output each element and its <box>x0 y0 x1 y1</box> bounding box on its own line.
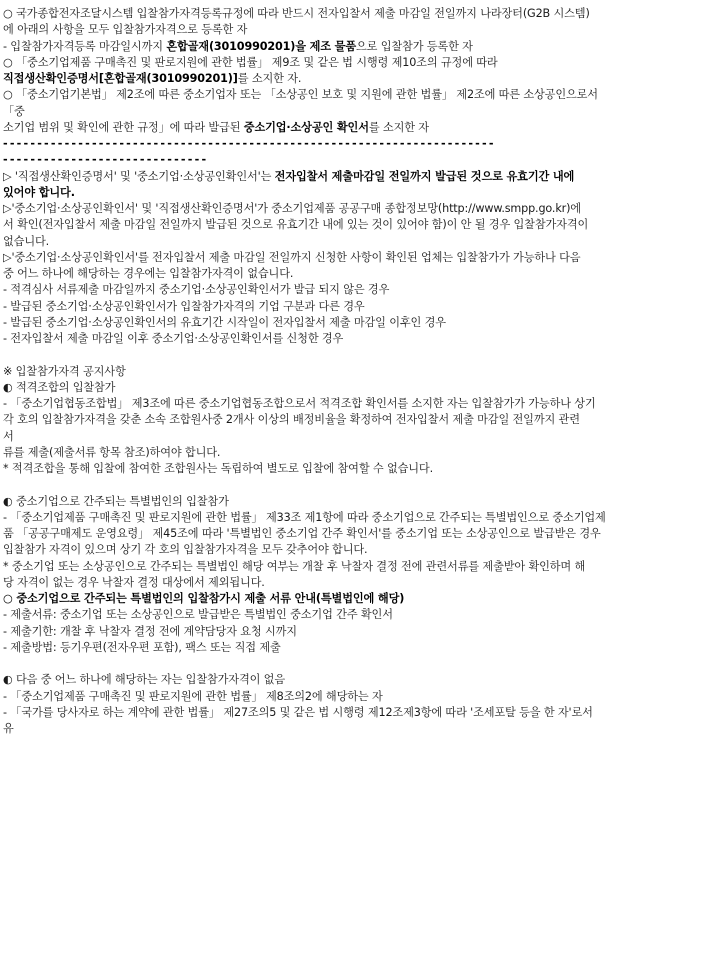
bold-text: 직접생산확인증명서[혼합골재(3010990201)] <box>3 72 238 85</box>
text-segment: ▷ '직접생산확인증명서' 및 '중소기업·소상공인확인서'는 <box>3 169 275 183</box>
text-line <box>3 87 714 103</box>
text-segment: 으로 입찰참가 등록한 자 <box>356 39 473 53</box>
text-segment: ○ 「중소기업기본법」 제2조에 따른 중소기업자 또는 「소상공인 보호 및 지원에 관한 법률」 제2조에 따른 소상공인으로서 <box>3 88 598 102</box>
text-segment: - 전자입찰서 제출 마감일 이후 중소기업·소상공인확인서를 신청한 경우 <box>3 332 344 345</box>
text-line <box>3 55 714 71</box>
text-segment: ◐ 적격조합의 입찰참가 <box>3 380 116 394</box>
text-line <box>3 640 714 656</box>
text-line <box>3 364 714 380</box>
text-line <box>3 412 714 428</box>
text-segment: ▷'중소기업·소상공인확인서'를 전자입찰서 제출 마감일 전일까지 신청한 사항이 확인된 업체는 입찰참가가 가능하나 다음 <box>3 250 581 264</box>
bold-text: 전자입찰서 제출마감일 전일까지 발급된 것으로 유효기간 내에 <box>274 169 575 183</box>
text-line <box>3 22 714 38</box>
bold-text: ○ 중소기업으로 간주되는 특별법인의 입찰참가시 제출 서류 안내(특별법인에 해당) <box>3 592 405 605</box>
text-line <box>3 396 714 412</box>
text-segment: ▷'중소기업·소상공인확인서' 및 '직접생산확인증명서'가 중소기업제품 공공구매 종합정보망(http://www.smpp.go.kr)에 <box>3 202 581 215</box>
text-line <box>3 266 714 282</box>
bold-text: 중소기업·소상공인 확인서 <box>243 120 369 134</box>
text-line <box>3 461 714 477</box>
text-segment: 소기업 범위 및 확인에 관한 규정」에 따라 발급된 <box>3 120 244 134</box>
text-line <box>3 217 714 233</box>
text-segment: - 발급된 중소기업·소상공인확인서의 유효기간 시작일이 전자입찰서 제출 마감일 이후인 경우 <box>3 315 446 329</box>
text-line <box>3 234 714 250</box>
text-line <box>3 494 714 510</box>
text-segment: ◐ 다음 중 어느 하나에 해당하는 자는 입찰참가자격이 없음 <box>3 673 285 687</box>
text-segment: * 중소기업 또는 소상공인으로 간주되는 특별법인 해당 여부는 개찰 후 낙찰자 결정 전에 관련서류를 제출받아 확인하며 해 <box>3 559 586 573</box>
text-segment: - 입찰참가자격등록 마감일시까지 <box>3 39 167 53</box>
text-segment: - 「중소기업제품 구매촉진 및 판로지원에 관한 법률」 제8조의2에 해당하는 자 <box>3 689 383 703</box>
text-line <box>3 201 714 217</box>
text-segment: 당 자격이 없는 경우 낙찰자 결정 대상에서 제외됩니다. <box>3 575 265 589</box>
text-segment: ◐ 중소기업으로 간주되는 특별법인의 입찰참가 <box>3 494 229 508</box>
text-segment: 를 소지한 자. <box>237 72 302 85</box>
bold-text: 혼합골재(3010990201)을 제조 물품 <box>166 39 356 53</box>
text-segment: 유 <box>3 722 14 735</box>
text-line <box>3 672 714 688</box>
text-segment: - 제출서류: 중소기업 또는 소상공인으로 발급받은 특별법인 중소기업 간주 확인서 <box>3 608 393 622</box>
text-line <box>3 6 714 22</box>
text-segment: - 「중소기업협동조합법」 제3조에 따른 중소기업협동조합으로서 적격조합 확인서를 소지한 자는 입찰참가가 가능하나 상기 <box>3 397 596 410</box>
text-segment: - 발급된 중소기업·소상공인확인서가 입찰참가자격의 기업 구분과 다른 경우 <box>3 299 365 313</box>
text-line <box>3 721 714 737</box>
text-segment: 품 「공공구매제도 운영요령」 제45조에 따라 '특별법인 중소기업 간주 확인서'를 중소기업 또는 소상공인으로 발급받은 경우 <box>3 527 601 540</box>
text-segment: - 제출방법: 등기우편(전자우편 포함), 팩스 또는 직접 제출 <box>3 640 281 654</box>
text-line <box>3 152 714 168</box>
text-line <box>3 331 714 347</box>
text-segment: 서 <box>3 429 14 443</box>
text-line <box>3 185 714 201</box>
text-line <box>3 689 714 705</box>
text-line <box>3 607 714 623</box>
text-line <box>3 526 714 542</box>
bold-text: 있어야 합니다. <box>3 185 75 199</box>
text-segment: - 「중소기업제품 구매촉진 및 판로지원에 관한 법률」 제33조 제1항에 따라 중소기업으로 간주되는 특별법인으로 중소기업제 <box>3 510 606 524</box>
text-segment: 없습니다. <box>3 234 50 248</box>
text-segment: ※ 입찰참가자격 공지사항 <box>3 364 126 378</box>
text-segment: 중 어느 하나에 해당하는 경우에는 입찰참가자격이 없습니다. <box>3 267 294 280</box>
blank-line <box>3 656 714 672</box>
text-line <box>3 575 714 591</box>
text-segment: 류를 제출(제출서류 항목 참조)하여야 합니다. <box>3 445 221 459</box>
text-line <box>3 282 714 298</box>
text-segment: - 「국가를 당사자로 하는 계약에 관한 법률」 제27조의5 및 같은 법 시행령 제12조제3항에 따라 '조세포탈 등을 한 자'로서 <box>3 705 593 719</box>
text-line <box>3 299 714 315</box>
text-line <box>3 542 714 558</box>
text-line <box>3 250 714 266</box>
text-segment: ○ 「중소기업제품 구매촉진 및 판로지원에 관한 법률」 제9조 및 같은 법 시행령 제10조의 규정에 따라 <box>3 55 498 69</box>
text-line <box>3 169 714 185</box>
text-segment: 에 아래의 사항을 모두 입찰참가자격으로 등록한 자 <box>3 23 248 37</box>
text-line <box>3 559 714 575</box>
text-line <box>3 510 714 526</box>
separator-dashes: ------------------------------ <box>3 153 209 167</box>
text-line <box>3 380 714 396</box>
text-segment: * 적격조합을 통해 입찰에 참여한 조합원사는 독립하여 별도로 입찰에 참여할 수 없습니다. <box>3 462 433 475</box>
text-line <box>3 445 714 461</box>
text-segment: 를 소지한 자 <box>368 120 429 134</box>
text-line <box>3 624 714 640</box>
text-segment: 서 확인(전자입찰서 제출 마감일 전일까지 발급된 것으로 유효기간 내에 있는 것이 있어야 함)이 안 될 경우 입찰참가자격이 <box>3 218 589 232</box>
blank-line <box>3 477 714 493</box>
separator-dashes: ------------------------------------------------------------------------ <box>3 137 496 150</box>
text-line <box>3 39 714 55</box>
blank-line <box>3 347 714 363</box>
text-segment: ○ 국가종합전자조달시스템 입찰참가자격등록규정에 따라 반드시 전자입찰서 제출 마감일 전일까지 나라장터(G2B 시스템) <box>3 7 590 20</box>
text-segment: 각 호의 입찰참가자격을 갖춘 소속 조합원사중 2개사 이상의 배정비율을 확정하여 전자입찰서 제출 마감일 전일까지 관련 <box>3 413 580 427</box>
text-line <box>3 71 714 87</box>
text-segment: - 제출기한: 개찰 후 낙찰자 결정 전에 계약담당자 요청 시까지 <box>3 624 297 638</box>
text-line <box>3 591 714 607</box>
text-line <box>3 429 714 445</box>
text-line <box>3 315 714 331</box>
text-line <box>3 120 714 136</box>
text-line <box>3 136 714 152</box>
text-line <box>3 104 714 120</box>
text-segment: 「중 <box>3 104 25 118</box>
text-line <box>3 705 714 721</box>
text-segment: - 적격심사 서류제출 마감일까지 중소기업·소상공인확인서가 발급 되지 않은 경우 <box>3 283 390 297</box>
text-segment: 입찰참가 자격이 있으며 상기 각 호의 입찰참가자격을 모두 갖추어야 합니다. <box>3 543 368 557</box>
